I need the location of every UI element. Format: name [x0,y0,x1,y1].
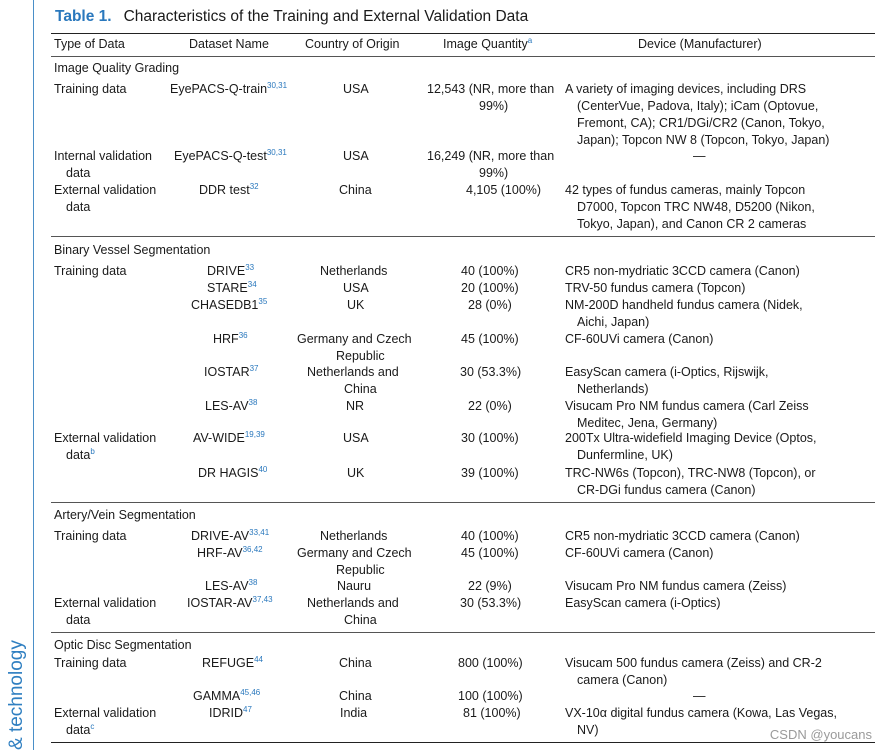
header-quantity: Image Quantity$^a$ [443,35,533,51]
header-rule [51,56,875,57]
cell-country: Nauru [337,579,372,593]
cell-type: Training data [54,264,127,278]
cell-dataset: IOSTAR$^{37}$ [204,363,259,379]
cell-quantity: 4,105 (100%) [466,183,542,197]
cell-dataset: LES-AV$^{38}$ [205,397,258,413]
cell-quantity: 22 (9%) [468,579,512,593]
cell-country: UK [347,466,365,480]
cell-country-cont: Republic [336,349,385,363]
cell-country: UK [347,298,365,312]
cell-type: External validation [54,183,157,197]
cell-device: Visucam Pro NM fundus camera (Carl Zeiss [565,399,809,413]
cell-dataset: IOSTAR-AV$^{37,43}$ [187,594,273,610]
cell-device: CR5 non-mydriatic 3CCD camera (Canon) [565,529,800,543]
cell-quantity: 28 (0%) [468,298,512,312]
section-rule [51,502,875,503]
cell-dataset: STARE$^{34}$ [207,279,257,295]
section-title: Binary Vessel Segmentation [54,243,211,257]
top-rule [51,33,875,34]
section-rule [51,632,875,633]
cell-device-cont: camera (Canon) [577,673,668,687]
cell-dataset: LES-AV$^{38}$ [205,577,258,593]
cell-dataset: DRIVE$^{33}$ [207,262,255,278]
cell-dataset: GAMMA$^{45,46}$ [193,687,261,703]
cell-dataset: EyePACS-Q-test$^{30,31}$ [174,147,287,163]
cell-device-cont: Fremont, CA); CR1/DGi/CR2 (Canon, Tokyo, [577,116,825,130]
cell-quantity: 22 (0%) [468,399,512,413]
cell-type: Training data [54,656,127,670]
cell-device-cont: Meditec, Jena, Germany) [577,416,718,430]
cell-country: USA [343,82,369,96]
cell-quantity: 100 (100%) [458,689,523,703]
cell-type: Internal validation [54,149,152,163]
cell-device-cont: Netherlands) [577,382,649,396]
section-title: Optic Disc Segmentation [54,638,192,652]
cell-device: 200Tx Ultra-widefield Imaging Device (Optos, [565,431,817,445]
cell-quantity: 30 (53.3%) [460,365,522,379]
cell-device: 42 types of fundus cameras, mainly Topcon [565,183,806,197]
cell-dataset: DDR test$^{32}$ [199,181,259,197]
cell-quantity-cont: 99%) [479,166,509,180]
cell-type: Training data [54,529,127,543]
cell-quantity: 30 (53.3%) [460,596,522,610]
cell-dataset: DR HAGIS$^{40}$ [198,464,268,480]
cell-dataset: DRIVE-AV$^{33,41}$ [191,527,270,543]
cell-quantity-cont: 99%) [479,99,509,113]
cell-country-cont: China [344,382,377,396]
section-rule [51,236,875,237]
cell-device: EasyScan camera (i-Optics) [565,596,721,610]
cell-device-cont: D7000, Topcon TRC NW48, D5200 (Nikon, [577,200,815,214]
cell-type: External validation [54,596,157,610]
cell-type: Training data [54,82,127,96]
bottom-rule [51,742,875,743]
cell-country: China [339,656,372,670]
cell-device: A variety of imaging devices, including DRS [565,82,807,96]
header-country: Country of Origin [305,37,400,51]
section-title: Image Quality Grading [54,61,180,75]
cell-country: China [339,183,372,197]
cell-quantity: 45 (100%) [461,546,519,560]
cell-device: NM-200D handheld fundus camera (Nidek, [565,298,803,312]
cell-country: Netherlands [320,529,388,543]
cell-type-cont: data$^c$ [66,721,95,737]
cell-quantity: 12,543 (NR, more than [427,82,555,96]
cell-device-cont: Dunfermline, UK) [577,448,673,462]
cell-country: NR [346,399,365,413]
cell-device: — [693,689,706,703]
cell-device: — [693,149,706,163]
section-title: Artery/Vein Segmentation [54,508,196,522]
header-type: Type of Data [54,37,125,51]
cell-quantity: 40 (100%) [461,264,519,278]
cell-country-cont: China [344,613,377,627]
cell-device-cont: (CenterVue, Padova, Italy); iCam (Optovue, [577,99,819,113]
table-caption: Characteristics of the Training and External Validation Data [123,8,529,25]
cell-device-cont: CR-DGi fundus camera (Canon) [577,483,756,497]
cell-device: CF-60UVi camera (Canon) [565,332,714,346]
cell-country: China [339,689,372,703]
cell-device: TRC-NW6s (Topcon), TRC-NW8 (Topcon), or [565,466,816,480]
cell-device: Visucam 500 fundus camera (Zeiss) and CR-2 [565,656,822,670]
cell-quantity: 45 (100%) [461,332,519,346]
cell-country: Netherlands and [307,365,399,379]
cell-quantity: 39 (100%) [461,466,519,480]
header-dataset: Dataset Name [189,37,269,51]
side-running-head: & technology [6,640,27,750]
cell-quantity: 81 (100%) [463,706,521,720]
cell-device-cont: Japan); Topcon NW 8 (Topcon, Tokyo, Japan) [577,133,830,147]
cell-quantity: 16,249 (NR, more than [427,149,555,163]
cell-type-cont: data [66,166,91,180]
cell-type-cont: data [66,613,91,627]
cell-type-cont: data$^b$ [66,446,95,462]
cell-dataset: HRF$^{36}$ [213,330,248,346]
cell-device: CF-60UVi camera (Canon) [565,546,714,560]
cell-type: External validation [54,706,157,720]
cell-device: EasyScan camera (i-Optics, Rijswijk, [565,365,769,379]
watermark: CSDN @youcans [769,727,872,742]
cell-type: External validation [54,431,157,445]
cell-device: VX-10α digital fundus camera (Kowa, Las Vegas, [565,706,837,720]
cell-country: Netherlands and [307,596,399,610]
cell-dataset: EyePACS-Q-train$^{30,31}$ [170,80,288,96]
cell-dataset: AV-WIDE$^{19,39}$ [193,429,265,445]
cell-type-cont: data [66,200,91,214]
cell-country: USA [343,281,369,295]
cell-country: Germany and Czech [297,332,412,346]
cell-quantity: 30 (100%) [461,431,519,445]
cell-dataset: HRF-AV$^{36,42}$ [197,544,263,560]
cell-country-cont: Republic [336,563,385,577]
cell-dataset: $CHASEDB1^{35}$ [191,296,268,312]
cell-country: India [340,706,368,720]
cell-device-cont: NV) [577,723,599,737]
cell-device: TRV-50 fundus camera (Topcon) [565,281,746,295]
cell-quantity: 40 (100%) [461,529,519,543]
cell-country: USA [343,431,369,445]
cell-dataset: IDRID$^{47}$ [209,704,252,720]
table-number: Table 1. [55,8,112,25]
cell-device: Visucam Pro NM fundus camera (Zeiss) [565,579,787,593]
cell-country: Netherlands [320,264,388,278]
cell-quantity: 20 (100%) [461,281,519,295]
header-device: Device (Manufacturer) [638,37,762,51]
cell-device-cont: Tokyo, Japan), and Canon CR 2 cameras [577,217,807,231]
cell-quantity: 800 (100%) [458,656,523,670]
table-title [55,8,528,26]
cell-country: USA [343,149,369,163]
left-margin-rule [33,0,34,750]
cell-dataset: REFUGE$^{44}$ [202,654,263,670]
cell-device: CR5 non-mydriatic 3CCD camera (Canon) [565,264,800,278]
cell-device-cont: Aichi, Japan) [577,315,650,329]
cell-country: Germany and Czech [297,546,412,560]
